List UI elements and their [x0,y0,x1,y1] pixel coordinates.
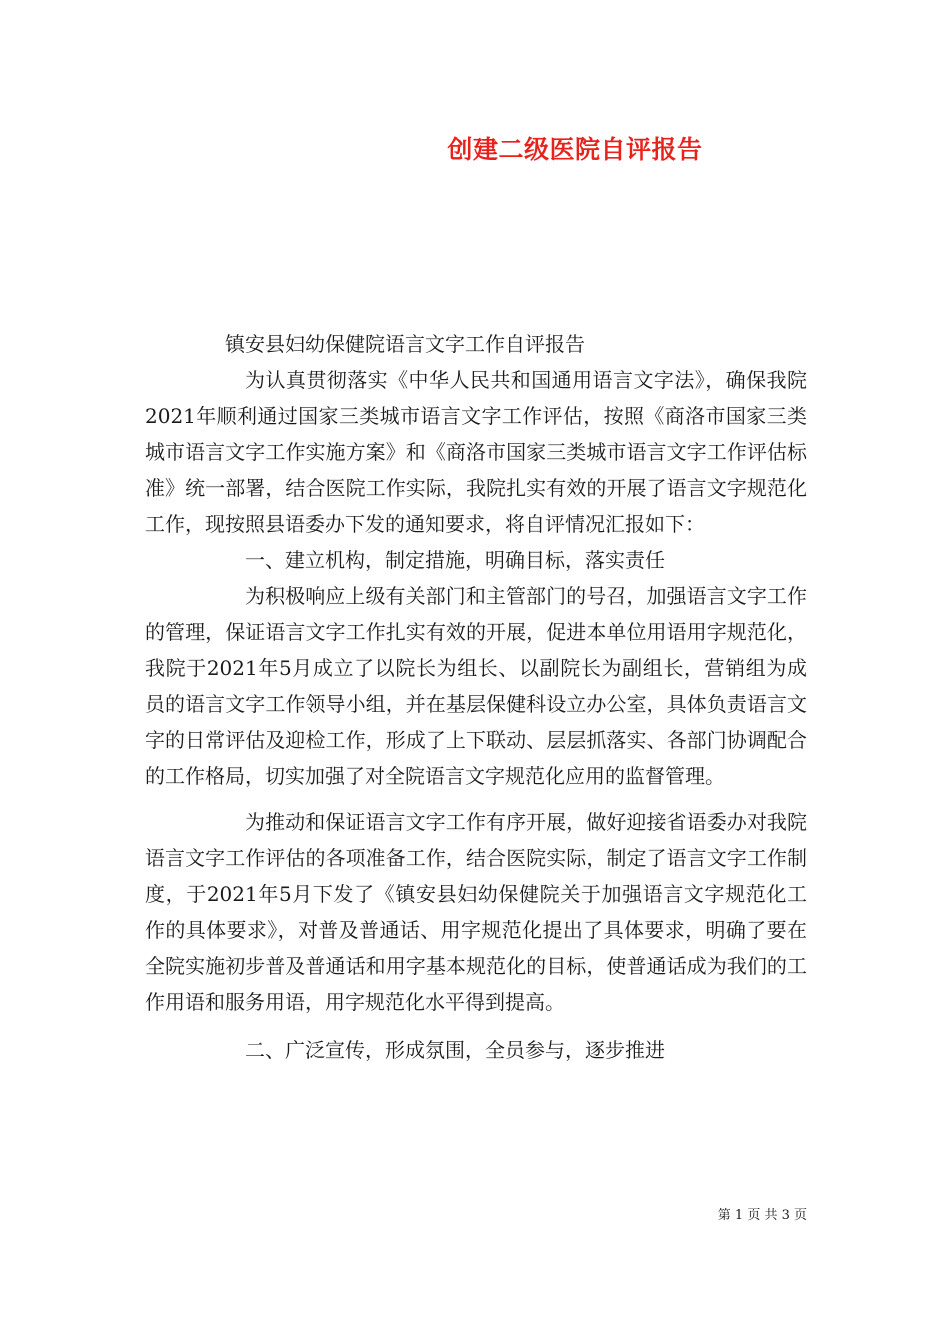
report-subtitle: 镇安县妇幼保健院语言文字工作自评报告 [225,332,585,356]
section-1-paragraph-2: 为推动和保证语言文字工作有序开展，做好迎接省语委办对我院语言文字工作评估的各项准备工作，结合医院实际，制定了语言文字工作制度，于2021年5月下发了《镇安县妇幼保健院关于加强语言文字规范化工作的具体要求》，对普及普通话、用字规范化提出了具体要求，明确了要在全院实施初步普及普通话和用字基本规范化的目标，使普通话成为我们的工作用语和服务用语，用字规范化水平得到提高。 [145,810,807,1014]
section-1-heading: 一、建立机构，制定措施，明确目标，落实责任 [245,548,665,572]
intro-paragraph: 为认真贯彻落实《中华人民共和国通用语言文字法》，确保我院2021年顺利通过国家三类城市语言文字工作评估，按照《商洛市国家三类城市语言文字工作实施方案》和《商洛市国家三类城市语言文字工作评估标准》统一部署，结合医院工作实际，我院扎实有效的开展了语言文字规范化工作，现按照县语委办下发的通知要求，将自评情况汇报如下： [145,368,807,536]
document-title: 创建二级医院自评报告 [447,135,703,164]
page-number-footer: 第 1 页 共 3 页 [717,1208,807,1223]
section-1-paragraph-1: 为积极响应上级有关部门和主管部门的号召，加强语言文字工作的管理，保证语言文字工作扎实有效的开展，促进本单位用语用字规范化，我院于2021年5月成立了以院长为组长、以副院长为副组长，营销组为成员的语言文字工作领导小组，并在基层保健科设立办公室，具体负责语言文字的日常评估及迎检工作，形成了上下联动、层层抓落实、各部门协调配合的工作格局，切实加强了对全院语言文字规范化应用的监督管理。 [145,584,807,788]
section-2-heading: 二、广泛宣传，形成氛围，全员参与，逐步推进 [245,1038,665,1062]
document-body [145,326,807,1068]
